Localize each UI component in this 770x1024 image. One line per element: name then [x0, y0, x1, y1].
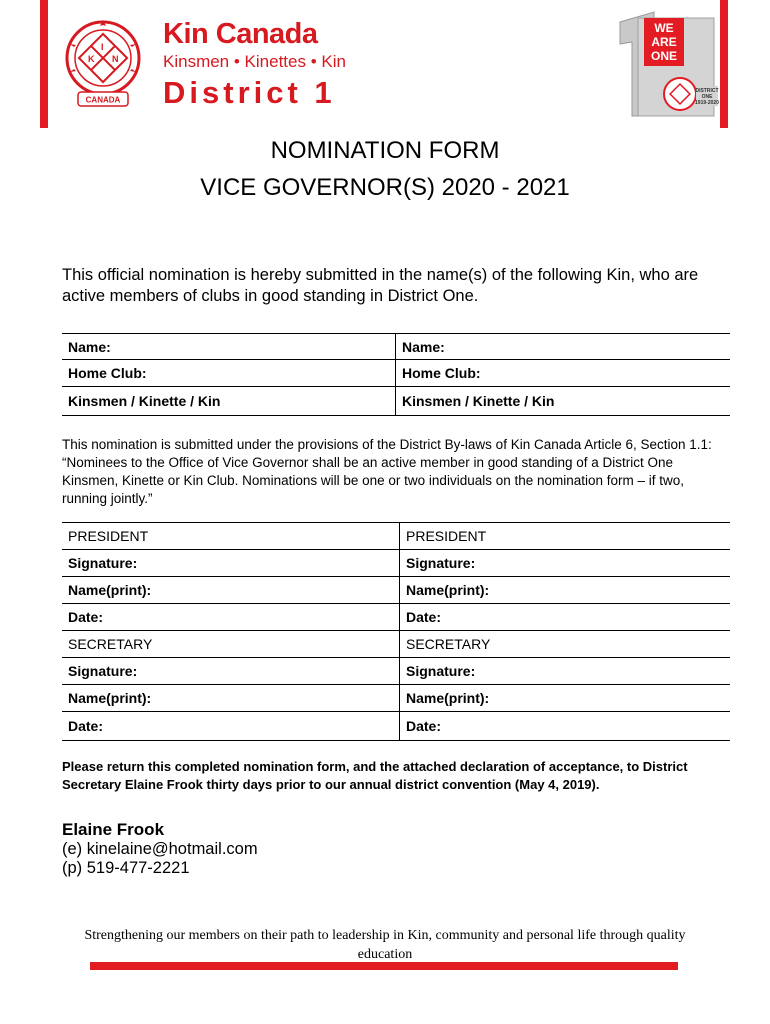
signature-table [62, 522, 730, 741]
form-title: NOMINATION FORM [270, 137, 500, 164]
svg-text:WE: WE [654, 21, 674, 35]
contact-name: Elaine Frook [62, 820, 165, 839]
table-row [62, 360, 730, 387]
president-1-name-print-field[interactable]: Name(print): [62, 577, 400, 604]
table-row [62, 712, 730, 741]
table-row [62, 685, 730, 712]
svg-text:DISTRICT: DISTRICT [695, 88, 719, 94]
kin-canada-seal-logo [58, 14, 148, 110]
president-heading-2: PRESIDENT [400, 523, 731, 550]
footer-red-bar [90, 962, 678, 970]
footer-tagline: Strengthening our members on their path to leadership in Kin, community and personal life through quality education [84, 928, 686, 962]
table-row [62, 631, 730, 658]
secretary-heading-2: SECRETARY [400, 631, 731, 658]
nominee-2-home-club-field[interactable]: Home Club: [396, 360, 731, 387]
bylaws-notice: This nomination is submitted under the provisions of the District By-laws of Kin Canada Article 6, Section 1.1: “Nominees to the Office of Vice Governor shall be an active member in good standing of a District One Kinsmen, Kinette or Kin Club. Nominations will be one or two individuals on the nomination form – if two, running jointly.” [62, 437, 712, 506]
secretary-2-name-print-field[interactable]: Name(print): [400, 685, 731, 712]
secretary-2-signature-field[interactable]: Signature: [400, 658, 731, 685]
nominee-1-membership-field[interactable]: Kinsmen / Kinette / Kin [62, 387, 396, 416]
secretary-heading-1: SECRETARY [62, 631, 400, 658]
nominee-table [62, 333, 730, 416]
president-2-date-field[interactable]: Date: [400, 604, 731, 631]
president-2-signature-field[interactable]: Signature: [400, 550, 731, 577]
logo-title: Kin Canada [163, 18, 318, 50]
seal-letter-n: N [112, 54, 119, 64]
header-left-red-bar [40, 0, 48, 128]
secretary-1-name-print-field[interactable]: Name(print): [62, 685, 400, 712]
svg-text:ARE: ARE [651, 35, 677, 49]
svg-text:ONE: ONE [650, 49, 678, 63]
nominee-1-name-field[interactable]: Name: [62, 334, 396, 360]
contact-email[interactable]: (e) kinelaine@hotmail.com [62, 840, 258, 858]
president-2-name-print-field[interactable]: Name(print): [400, 577, 731, 604]
seal-letter-k: K [88, 54, 95, 64]
nominee-1-home-club-field[interactable]: Home Club: [62, 360, 396, 387]
table-row [62, 604, 730, 631]
president-1-signature-field[interactable]: Signature: [62, 550, 400, 577]
table-row [62, 550, 730, 577]
header-right-red-bar [720, 0, 728, 128]
logo-district: District 1 [163, 75, 336, 110]
nominee-2-membership-field[interactable]: Kinsmen / Kinette / Kin [396, 387, 731, 416]
svg-text:ONE: ONE [701, 94, 713, 100]
return-instructions: Please return this completed nomination form, and the attached declaration of acceptance, to District Secretary Elaine Frook thirty days prior to our annual district convention (May 4, 2019). [62, 759, 688, 792]
president-1-date-field[interactable]: Date: [62, 604, 400, 631]
nominee-2-name-field[interactable]: Name: [396, 334, 731, 360]
intro-paragraph: This official nomination is hereby submitted in the name(s) of the following Kin, who are active members of clubs in good standing in District One. [62, 266, 699, 305]
svg-text:1919-2020: 1919-2020 [695, 100, 719, 106]
table-row [62, 577, 730, 604]
form-subtitle: VICE GOVERNOR(S) 2020 - 2021 [200, 174, 570, 201]
secretary-1-date-field[interactable]: Date: [62, 712, 400, 741]
table-row [62, 658, 730, 685]
we-are-one-badge [614, 10, 720, 120]
secretary-1-signature-field[interactable]: Signature: [62, 658, 400, 685]
president-heading-1: PRESIDENT [62, 523, 400, 550]
table-row [62, 334, 730, 360]
logo-subtitle: Kinsmen • Kinettes • Kin [163, 52, 346, 71]
seal-canada-label: CANADA [85, 95, 121, 105]
seal-letter-i: I [101, 42, 104, 52]
contact-phone: (p) 519-477-2221 [62, 859, 190, 877]
table-row [62, 387, 730, 416]
secretary-2-date-field[interactable]: Date: [400, 712, 731, 741]
table-row [62, 523, 730, 550]
